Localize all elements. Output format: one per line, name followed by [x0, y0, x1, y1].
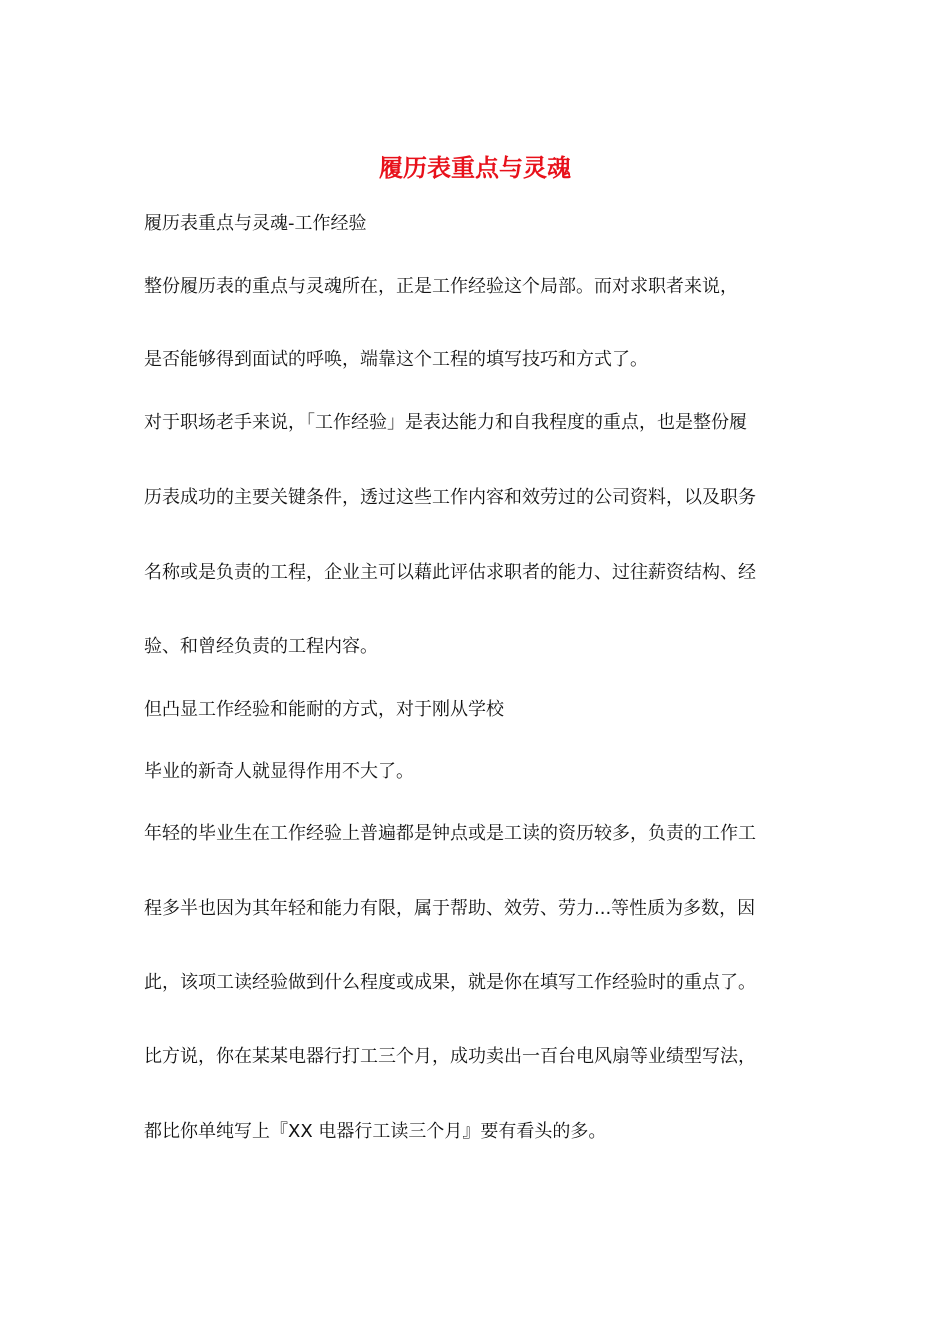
body-line: 名称或是负责的工程，企业主可以藉此评估求职者的能力、过往薪资结构、经 [144, 562, 756, 583]
body-line: 毕业的新奇人就显得作用不大了。 [144, 761, 414, 782]
body-line: 整份履历表的重点与灵魂所在，正是工作经验这个局部。而对求职者来说， [144, 276, 738, 297]
body-line: 此，该项工读经验做到什么程度或成果，就是你在填写工作经验时的重点了。 [144, 972, 756, 993]
body-line: 都比你单纯写上『XX 电器行工读三个月』要有看头的多。 [144, 1121, 607, 1142]
body-line: 是否能够得到面试的呼唤，端靠这个工程的填写技巧和方式了。 [144, 349, 648, 370]
body-line: 但凸显工作经验和能耐的方式，对于刚从学校 [144, 699, 504, 720]
body-line: 比方说，你在某某电器行打工三个月，成功卖出一百台电风扇等业绩型写法， [144, 1046, 756, 1067]
body-line: 历表成功的主要关键条件，透过这些工作内容和效劳过的公司资料，以及职务 [144, 487, 756, 508]
body-line: 年轻的毕业生在工作经验上普遍都是钟点或是工读的资历较多，负责的工作工 [144, 823, 756, 844]
body-line: 验、和曾经负责的工程内容。 [144, 636, 378, 657]
body-line: 程多半也因为其年轻和能力有限，属于帮助、效劳、劳力...等性质为多数，因 [144, 898, 756, 919]
subtitle-line: 履历表重点与灵魂-工作经验 [144, 213, 367, 234]
body-line: 对于职场老手来说，「工作经验」是表达能力和自我程度的重点，也是整份履 [144, 412, 747, 433]
page-title: 履历表重点与灵魂 [379, 153, 571, 182]
